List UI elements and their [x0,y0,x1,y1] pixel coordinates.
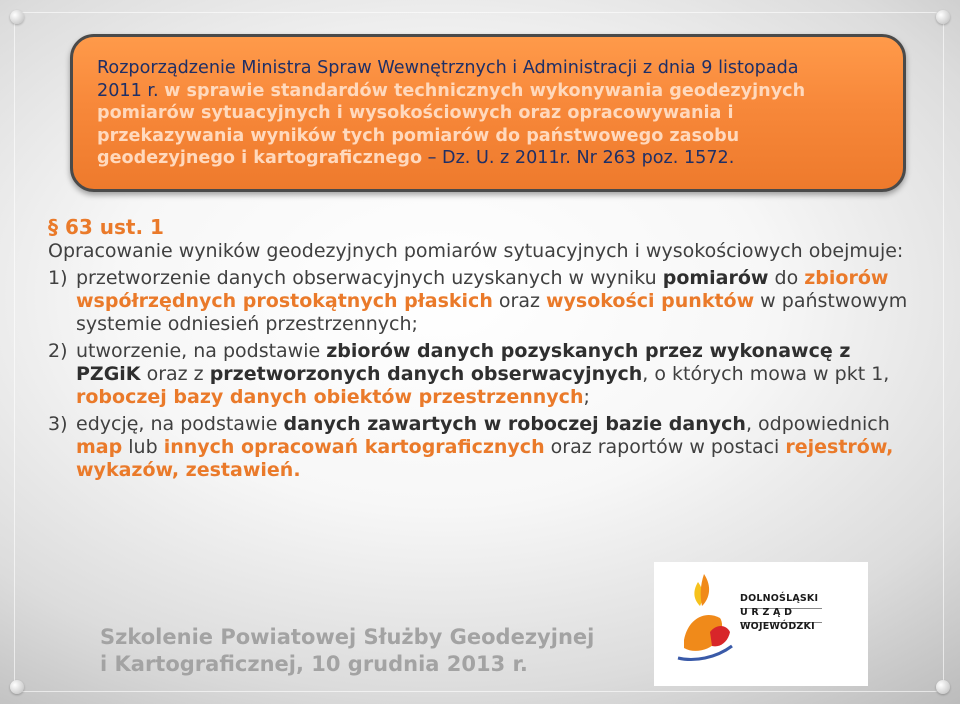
logo-line: DOLNOŚLĄSKI [740,593,819,604]
logo-wordmark [740,592,818,634]
title-highlight: geodezyjnego i kartograficznego [97,148,423,168]
logo-line: WOJEWÓDZKI [740,621,815,632]
text-run: przetworzenie danych obserwacyjnych uzyskanych w wyniku [76,267,663,289]
text-run: oraz [492,290,546,312]
text-run: , o których mowa w pkt 1, [642,363,890,385]
text-run: do [768,267,805,289]
section-intro: Opracowanie wyników geodezyjnych pomiarów sytuacyjnych i wysokościowych obejmuje: [48,240,904,262]
highlighted-term: . [293,459,301,481]
bold-term: pomiarów [662,267,769,289]
item-list [48,267,918,482]
item-text [76,413,918,482]
item-text [76,267,918,336]
item-number: 2) [48,340,68,362]
frame-corner-ornament [936,10,950,24]
text-run: ; [583,386,590,408]
title-line [97,80,879,103]
highlighted-term: roboczej bazy danych obiektów przestrzennych [76,386,584,408]
list-item [48,267,918,336]
title-citation: – Dz. U. z 2011r. Nr 263 poz. 1572. [422,148,735,168]
title-highlight: pomiarów sytuacyjnych i wysokościowych oraz opracowywania i [97,103,734,123]
footer-caption [100,624,594,678]
text-run: , odpowiednich [745,413,890,435]
list-item [48,413,918,482]
item-number: 1) [48,267,68,289]
item-text [76,340,918,409]
title-box [70,34,906,192]
bold-term: zbiorów danych pozyskanych przez wykonawcę z PZGiK [76,340,851,385]
frame-corner-ornament [10,10,24,24]
title-line [97,147,879,170]
text-run: lub [122,436,164,458]
highlighted-term: innych opracowań kartograficznych [163,436,545,458]
title-date: 2011 r. [97,80,165,101]
list-item [48,340,918,409]
frame-corner-ornament [936,680,950,694]
title-line: Rozporządzenie Ministra Spraw Wewnętrznych i Administracji z dnia 9 listopada [97,58,799,78]
footer-line: i Kartograficznej, 10 grudnia 2013 r. [100,652,528,676]
regulation-section [48,216,918,482]
highlighted-term: map [76,436,123,458]
logo-line: U R Z Ą D [740,607,793,618]
section-heading: § 63 ust. 1 [48,215,164,239]
text-run: w państwowym systemie odniesień przestrzennych; [76,290,908,335]
text-run: edycję, na podstawie [76,413,284,435]
title-highlight: przekazywania wyników tych pomiarów do państwowego zasobu [97,125,740,146]
text-run: utworzenie, na podstawie [76,340,327,362]
office-logo [654,562,868,686]
item-number: 3) [48,413,68,435]
bold-term: danych zawartych w roboczej bazie danych [283,413,746,435]
footer-line: Szkolenie Powiatowej Służby Geodezyjnej [100,625,595,649]
highlighted-term: wysokości punktów [545,290,755,312]
highlighted-term: rejestrów, wykazów, zestawień [76,436,894,481]
highlighted-term: zbiorów współrzędnych prostokątnych płaskich [76,267,889,312]
text-run: oraz raportów w postaci [544,436,786,458]
text-run: oraz z [140,363,210,385]
title-text [97,57,879,170]
frame-corner-ornament [10,680,24,694]
bold-term: przetworzonych danych obserwacyjnych [209,363,643,385]
title-highlight: w sprawie standardów technicznych wykonywania geodezyjnych [164,80,806,101]
